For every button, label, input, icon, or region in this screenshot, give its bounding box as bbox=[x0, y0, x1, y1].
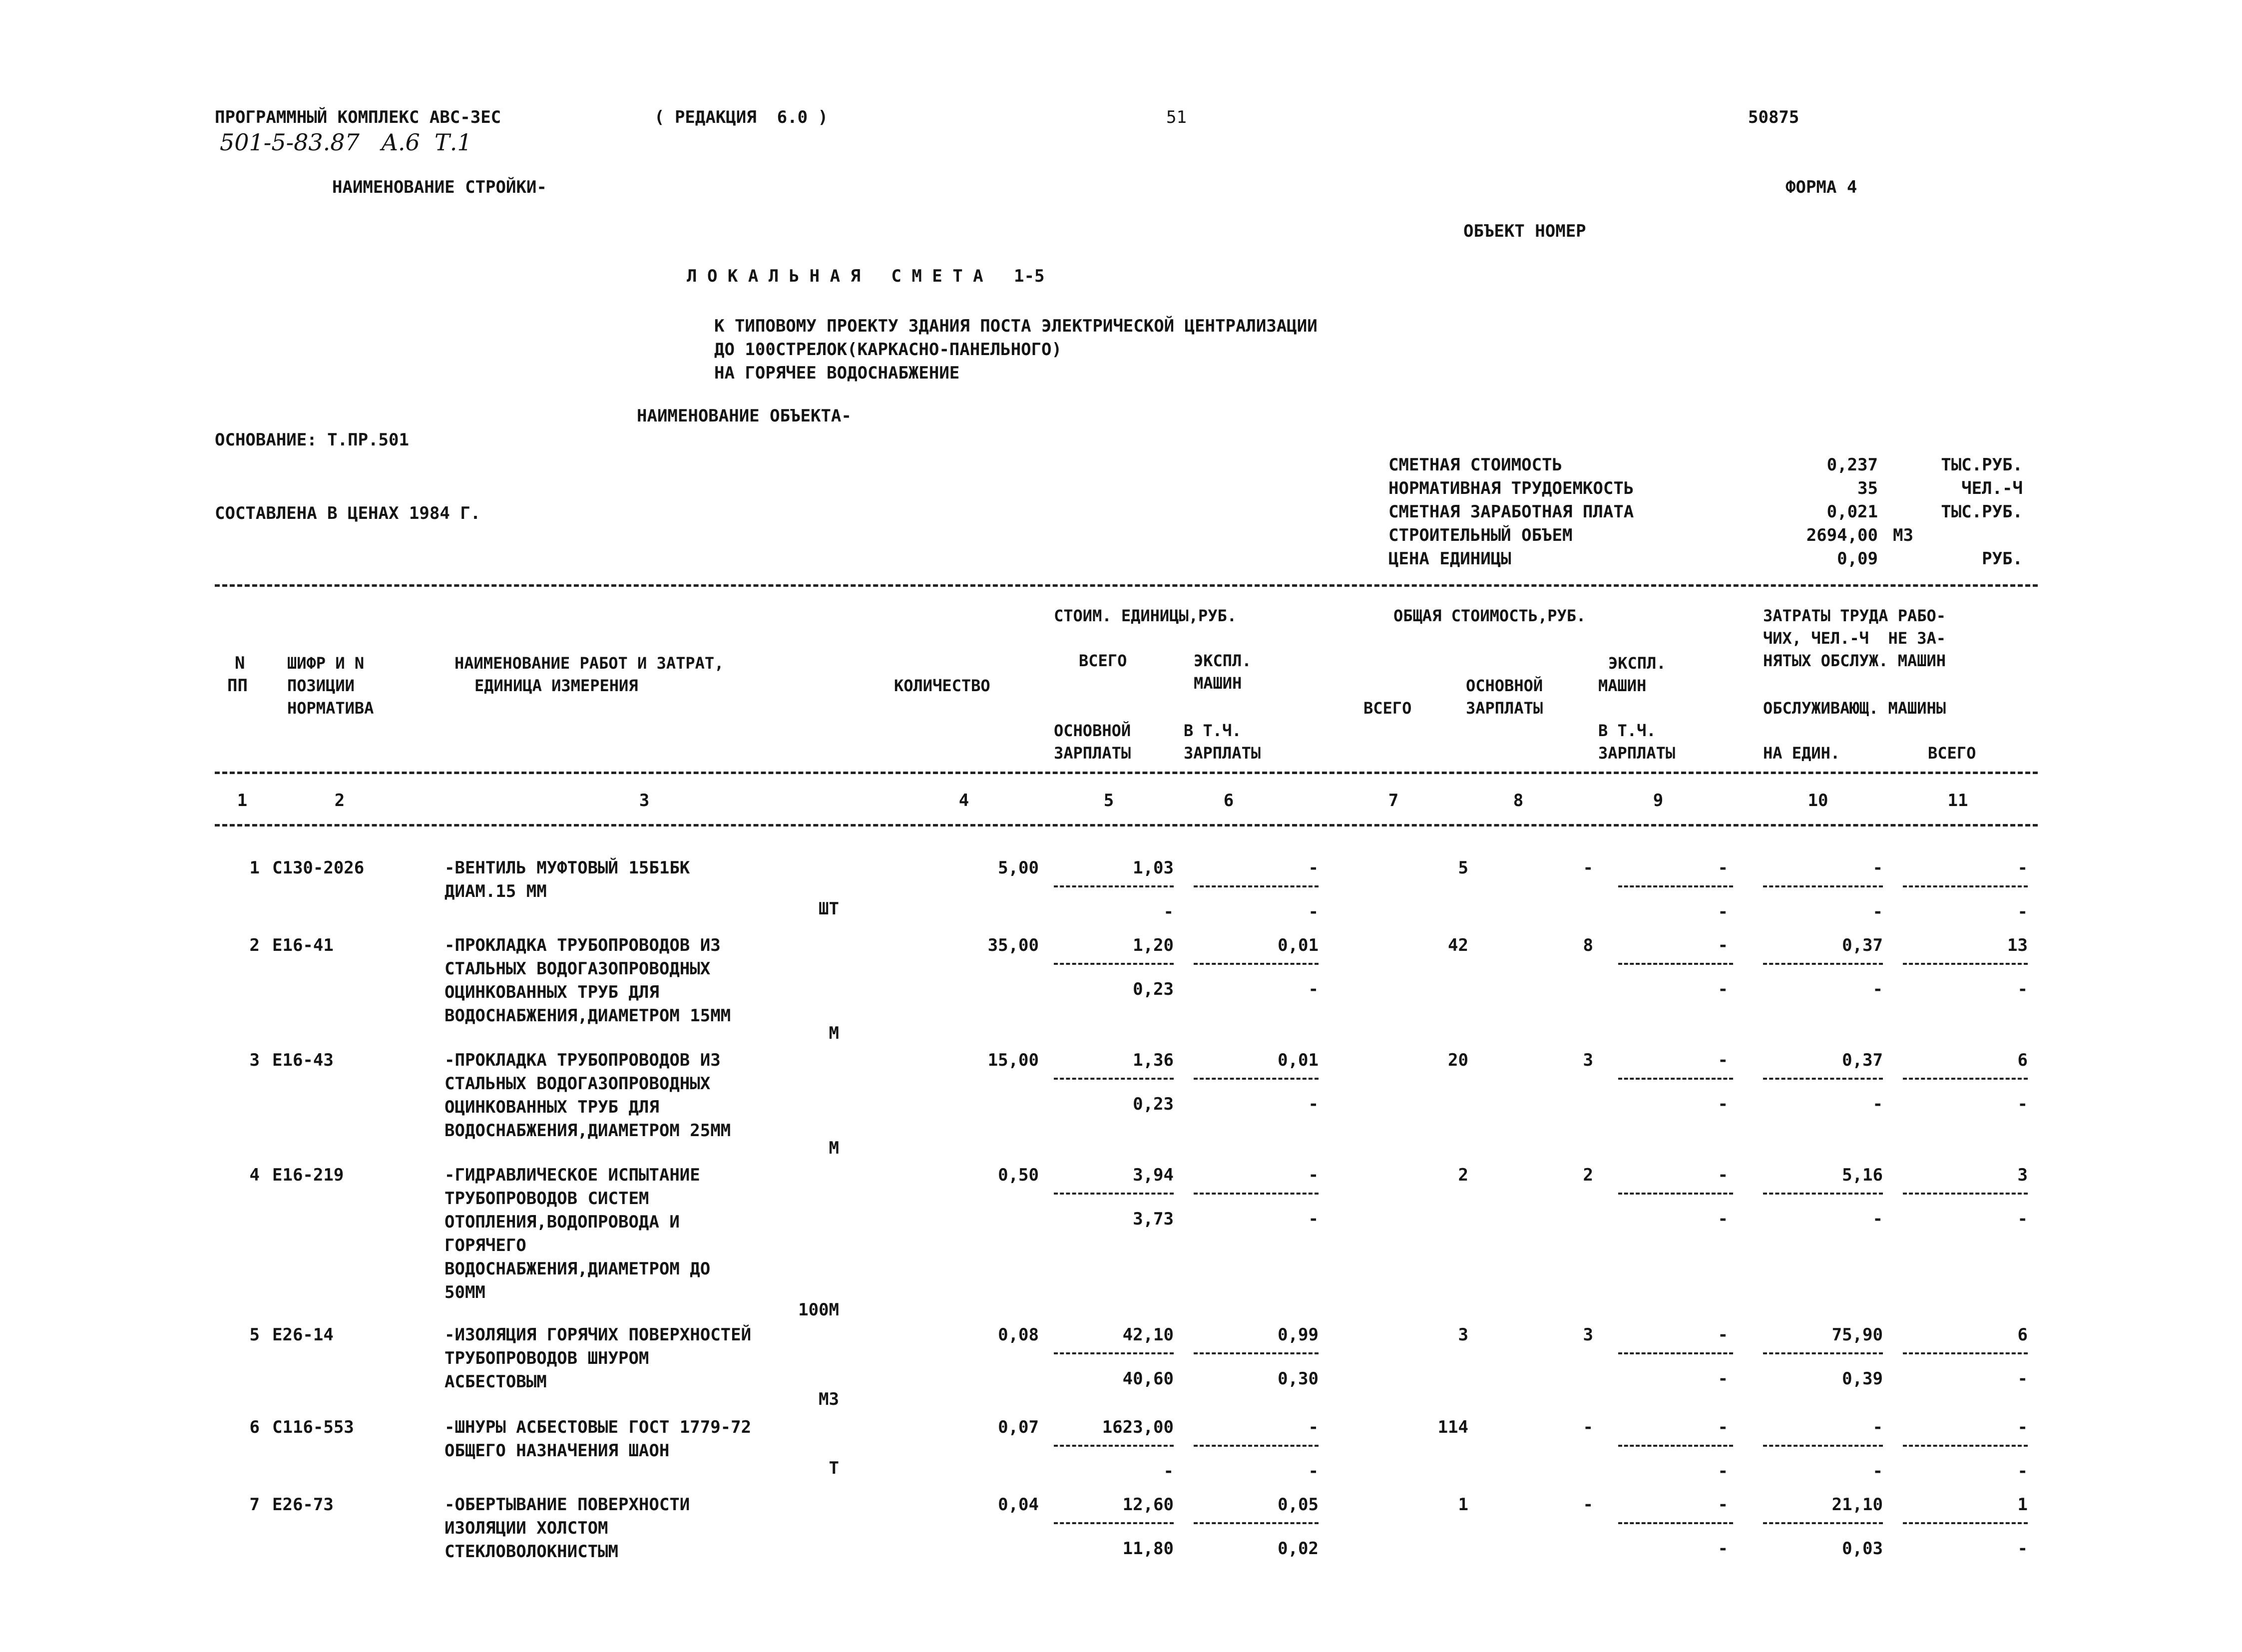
row-labor-total: 6 bbox=[2017, 1050, 2028, 1070]
object-number: ОБЪЕКТ НОМЕР bbox=[1463, 221, 1586, 241]
column-number: 11 bbox=[1947, 791, 1968, 811]
page-title: Л О К А Л Ь Н А Я С М Е Т А 1-5 bbox=[687, 266, 1045, 286]
header-code-2: ПОЗИЦИИ bbox=[287, 676, 355, 695]
row-name-line: -ОБЕРТЫВАНИЕ ПОВЕРХНОСТИ bbox=[445, 1495, 690, 1515]
row-total: 5 bbox=[1458, 858, 1468, 878]
subtitle-line-1: К ТИПОВОМУ ПРОЕКТУ ЗДАНИЯ ПОСТА ЭЛЕКТРИЧЕСКОЙ ЦЕНТРАЛИЗАЦИИ bbox=[714, 316, 1318, 336]
header-unit-cost: СТОИМ. ЕДИНИЦЫ,РУБ. bbox=[1054, 606, 1237, 625]
summary-value: 2694,00 bbox=[1806, 525, 1878, 545]
object-name-label: НАИМЕНОВАНИЕ ОБЪЕКТА- bbox=[637, 406, 852, 426]
row-unit: 100М bbox=[798, 1300, 839, 1320]
row-name-line: ОБЩЕГО НАЗНАЧЕНИЯ ШАОН bbox=[445, 1441, 670, 1461]
row-labor-service-total: - bbox=[2017, 979, 2028, 999]
row-quantity: 5,00 bbox=[998, 858, 1039, 878]
row-labor-service-per-unit: - bbox=[1872, 1209, 1883, 1229]
header-total-all: ВСЕГО bbox=[1363, 699, 1412, 718]
column-numbers-rule bbox=[215, 824, 2038, 826]
row-labor-service-per-unit: - bbox=[1872, 979, 1883, 999]
header-rule bbox=[215, 772, 2038, 774]
row-labor-per-unit: 0,37 bbox=[1842, 935, 1883, 955]
row-total-machines: - bbox=[1718, 1165, 1728, 1185]
column-number: 10 bbox=[1807, 791, 1828, 811]
row-total-machine-wages: - bbox=[1718, 1461, 1728, 1481]
row-number: 2 bbox=[249, 935, 260, 955]
cell-separator bbox=[1903, 1445, 2028, 1447]
row-unit-machines: - bbox=[1308, 1165, 1319, 1185]
cell-separator bbox=[1054, 963, 1174, 965]
construction-label: НАИМЕНОВАНИЕ СТРОЙКИ- bbox=[332, 177, 547, 197]
row-number: 3 bbox=[249, 1050, 260, 1070]
row-unit-total: 1,36 bbox=[1133, 1050, 1174, 1070]
row-unit-machines: 0,05 bbox=[1278, 1495, 1319, 1515]
summary-label: НОРМАТИВНАЯ ТРУДОЕМКОСТЬ bbox=[1388, 478, 1634, 498]
row-unit: М bbox=[829, 1138, 839, 1158]
row-name-line: -ПРОКЛАДКА ТРУБОПРОВОДОВ ИЗ bbox=[445, 935, 721, 955]
header-unit-machines-2: МАШИН bbox=[1194, 674, 1242, 693]
row-labor-service-total: - bbox=[2017, 1461, 2028, 1481]
row-unit-wages: 40,60 bbox=[1122, 1369, 1174, 1389]
row-total: 42 bbox=[1448, 935, 1468, 955]
row-unit-wages: 11,80 bbox=[1122, 1539, 1174, 1559]
row-total-wages: - bbox=[1583, 1417, 1593, 1437]
cell-separator bbox=[1903, 1193, 2028, 1195]
page-number: 51 bbox=[1166, 107, 1187, 127]
cell-separator bbox=[1763, 885, 1883, 887]
row-labor-service-per-unit: - bbox=[1872, 1094, 1883, 1114]
row-unit-machine-wages: - bbox=[1308, 1209, 1319, 1229]
row-total: 1 bbox=[1458, 1495, 1468, 1515]
cell-separator bbox=[1194, 963, 1319, 965]
row-unit-machines: - bbox=[1308, 1417, 1319, 1437]
row-unit-total: 1623,00 bbox=[1102, 1417, 1174, 1437]
row-code: С130-2026 bbox=[272, 858, 365, 878]
row-labor-per-unit: 21,10 bbox=[1831, 1495, 1883, 1515]
row-number: 5 bbox=[249, 1325, 260, 1345]
row-total-wages: - bbox=[1583, 1495, 1593, 1515]
summary-value: 0,021 bbox=[1826, 502, 1878, 522]
row-unit-total: 1,03 bbox=[1133, 858, 1174, 878]
cell-separator bbox=[1763, 1445, 1883, 1447]
header-code-1: ШИФР И N bbox=[287, 654, 365, 673]
row-unit: М bbox=[829, 1023, 839, 1043]
cell-separator bbox=[1054, 1193, 1174, 1195]
cell-separator bbox=[1618, 1078, 1733, 1080]
row-number: 7 bbox=[249, 1495, 260, 1515]
cell-separator bbox=[1618, 1193, 1733, 1195]
row-unit-machine-wages: - bbox=[1308, 979, 1319, 999]
row-name-line: СТЕКЛОВОЛОКНИСТЫМ bbox=[445, 1542, 618, 1562]
header-labor-1: ЗАТРАТЫ ТРУДА РАБО- bbox=[1763, 606, 1946, 625]
row-labor-per-unit: 5,16 bbox=[1842, 1165, 1883, 1185]
row-name-line: ОТОПЛЕНИЯ,ВОДОПРОВОДА И bbox=[445, 1212, 680, 1232]
header-unit-incl-1: В Т.Ч. bbox=[1184, 721, 1242, 740]
row-labor-per-unit: 0,37 bbox=[1842, 1050, 1883, 1070]
row-unit-wages: - bbox=[1163, 1461, 1174, 1481]
row-total-machine-wages: - bbox=[1718, 902, 1728, 922]
cell-separator bbox=[1903, 1522, 2028, 1524]
row-unit-wages: - bbox=[1163, 902, 1174, 922]
form-number: ФОРМА 4 bbox=[1786, 177, 1857, 197]
cell-separator bbox=[1903, 885, 2028, 887]
row-name-line: СТАЛЬНЫХ ВОДОГАЗОПРОВОДНЫХ bbox=[445, 959, 711, 979]
row-unit-machine-wages: - bbox=[1308, 1094, 1319, 1114]
row-total-machine-wages: - bbox=[1718, 1209, 1728, 1229]
row-quantity: 0,08 bbox=[998, 1325, 1039, 1345]
basis: ОСНОВАНИЕ: Т.ПР.501 bbox=[215, 430, 409, 450]
row-quantity: 0,04 bbox=[998, 1495, 1039, 1515]
row-name-line: ДИАМ.15 ММ bbox=[445, 881, 547, 901]
summary-label: ЦЕНА ЕДИНИЦЫ bbox=[1388, 549, 1511, 569]
row-unit: ШТ bbox=[819, 899, 839, 919]
row-total-wages: 3 bbox=[1583, 1050, 1593, 1070]
row-total-machines: - bbox=[1718, 858, 1728, 878]
row-total-machines: - bbox=[1718, 935, 1728, 955]
column-number: 8 bbox=[1513, 791, 1524, 811]
column-number: 7 bbox=[1388, 791, 1399, 811]
row-total: 2 bbox=[1458, 1165, 1468, 1185]
row-labor-service-per-unit: 0,03 bbox=[1842, 1539, 1883, 1559]
row-labor-total: - bbox=[2017, 1417, 2028, 1437]
row-name-line: -ВЕНТИЛЬ МУФТОВЫЙ 15Б1БК bbox=[445, 858, 690, 878]
row-labor-total: 13 bbox=[2007, 935, 2028, 955]
row-name-line: -ГИДРАВЛИЧЕСКОЕ ИСПЫТАНИЕ bbox=[445, 1165, 700, 1185]
summary-unit: ТЫС.РУБ. bbox=[1941, 502, 2023, 522]
price-basis: СОСТАВЛЕНА В ЦЕНАХ 1984 Г. bbox=[215, 503, 481, 523]
header-quantity: КОЛИЧЕСТВО bbox=[894, 676, 990, 695]
row-name-line: ВОДОСНАБЖЕНИЯ,ДИАМЕТРОМ 15ММ bbox=[445, 1006, 731, 1026]
summary-value: 35 bbox=[1857, 478, 1878, 498]
summary-value: 0,09 bbox=[1837, 549, 1878, 569]
header-labor-per-unit: НА ЕДИН. bbox=[1763, 744, 1840, 763]
cell-separator bbox=[1054, 1445, 1174, 1447]
header-total-machines-2: МАШИН bbox=[1598, 676, 1647, 695]
column-number: 3 bbox=[639, 791, 650, 811]
row-labor-per-unit: - bbox=[1872, 1417, 1883, 1437]
row-labor-per-unit: - bbox=[1872, 858, 1883, 878]
summary-label: СМЕТНАЯ СТОИМОСТЬ bbox=[1388, 455, 1562, 475]
summary-unit: М3 bbox=[1893, 525, 1913, 545]
cell-separator bbox=[1618, 1522, 1733, 1524]
cell-separator bbox=[1763, 1352, 1883, 1354]
table-top-rule bbox=[215, 584, 2038, 587]
row-unit-wages: 0,23 bbox=[1133, 979, 1174, 999]
row-total-machines: - bbox=[1718, 1417, 1728, 1437]
row-labor-service-total: - bbox=[2017, 1094, 2028, 1114]
cell-separator bbox=[1054, 1522, 1174, 1524]
row-labor-service-per-unit: 0,39 bbox=[1842, 1369, 1883, 1389]
subtitle-line-2: ДО 100СТРЕЛОК(КАРКАСНО-ПАНЕЛЬНОГО) bbox=[714, 340, 1062, 360]
header-labor-3: НЯТЫХ ОБСЛУЖ. МАШИН bbox=[1763, 651, 1946, 670]
header-total-incl-1: В Т.Ч. bbox=[1598, 721, 1656, 740]
header-unit-machines-1: ЭКСПЛ. bbox=[1194, 651, 1252, 670]
row-total: 20 bbox=[1448, 1050, 1468, 1070]
cell-separator bbox=[1194, 1522, 1319, 1524]
row-labor-service-per-unit: - bbox=[1872, 902, 1883, 922]
row-total-machines: - bbox=[1718, 1325, 1728, 1345]
row-code: Е26-73 bbox=[272, 1495, 334, 1515]
row-labor-service-total: - bbox=[2017, 1539, 2028, 1559]
header-pp: ПП bbox=[227, 676, 248, 696]
row-name-line: ТРУБОПРОВОДОВ ШНУРОМ bbox=[445, 1348, 649, 1368]
header-total-wages-2: ЗАРПЛАТЫ bbox=[1466, 699, 1543, 718]
edition: ( РЕДАКЦИЯ 6.0 ) bbox=[654, 107, 828, 127]
row-total: 114 bbox=[1437, 1417, 1468, 1437]
header-total-group: ОБЩАЯ СТОИМОСТЬ,РУБ. bbox=[1393, 606, 1586, 625]
row-labor-total: 3 bbox=[2017, 1165, 2028, 1185]
row-total-wages: - bbox=[1583, 858, 1593, 878]
row-number: 1 bbox=[249, 858, 260, 878]
header-total-incl-2: ЗАРПЛАТЫ bbox=[1598, 744, 1676, 763]
row-name-line: ТРУБОПРОВОДОВ СИСТЕМ bbox=[445, 1189, 649, 1209]
row-quantity: 0,07 bbox=[998, 1417, 1039, 1437]
cell-separator bbox=[1054, 885, 1174, 887]
row-total-wages: 3 bbox=[1583, 1325, 1593, 1345]
row-unit-machine-wages: - bbox=[1308, 902, 1319, 922]
column-number: 6 bbox=[1223, 791, 1234, 811]
row-labor-service-total: - bbox=[2017, 1369, 2028, 1389]
header-total-machines-1: ЭКСПЛ. bbox=[1608, 654, 1666, 673]
header-labor-total: ВСЕГО bbox=[1928, 744, 1976, 763]
subtitle-line-3: НА ГОРЯЧЕЕ ВОДОСНАБЖЕНИЕ bbox=[714, 363, 960, 383]
cell-separator bbox=[1194, 1445, 1319, 1447]
row-total-machines: - bbox=[1718, 1495, 1728, 1515]
row-labor-total: - bbox=[2017, 858, 2028, 878]
row-labor-service-total: - bbox=[2017, 1209, 2028, 1229]
row-total: 3 bbox=[1458, 1325, 1468, 1345]
row-code: Е26-14 bbox=[272, 1325, 334, 1345]
row-code: Е16-43 bbox=[272, 1050, 334, 1070]
cell-separator bbox=[1054, 1078, 1174, 1080]
row-name-line: ИЗОЛЯЦИИ ХОЛСТОМ bbox=[445, 1518, 608, 1538]
row-unit-machines: 0,01 bbox=[1278, 1050, 1319, 1070]
row-unit: М3 bbox=[819, 1389, 839, 1409]
row-total-machine-wages: - bbox=[1718, 1094, 1728, 1114]
row-unit-wages: 3,73 bbox=[1133, 1209, 1174, 1229]
column-number: 1 bbox=[237, 791, 248, 811]
row-total-machine-wages: - bbox=[1718, 979, 1728, 999]
row-name-line: ОЦИНКОВАННЫХ ТРУБ ДЛЯ bbox=[445, 1097, 659, 1117]
row-unit: Т bbox=[829, 1458, 839, 1478]
cell-separator bbox=[1054, 1352, 1174, 1354]
cell-separator bbox=[1903, 1352, 2028, 1354]
cell-separator bbox=[1903, 1078, 2028, 1080]
row-name-line: СТАЛЬНЫХ ВОДОГАЗОПРОВОДНЫХ bbox=[445, 1074, 711, 1094]
row-unit-machines: 0,01 bbox=[1278, 935, 1319, 955]
header-unit-wages-1: ОСНОВНОЙ bbox=[1054, 721, 1131, 740]
header-name-1: НАИМЕНОВАНИЕ РАБОТ И ЗАТРАТ, bbox=[454, 654, 724, 673]
row-quantity: 35,00 bbox=[987, 935, 1039, 955]
row-total-wages: 8 bbox=[1583, 935, 1593, 955]
header-unit-incl-2: ЗАРПЛАТЫ bbox=[1184, 744, 1261, 763]
cell-separator bbox=[1763, 1193, 1883, 1195]
header-unit-total: ВСЕГО bbox=[1079, 651, 1127, 670]
row-unit-total: 42,10 bbox=[1122, 1325, 1174, 1345]
row-total-wages: 2 bbox=[1583, 1165, 1593, 1185]
cell-separator bbox=[1618, 1352, 1733, 1354]
row-labor-per-unit: 75,90 bbox=[1831, 1325, 1883, 1345]
cell-separator bbox=[1618, 885, 1733, 887]
row-unit-machine-wages: 0,30 bbox=[1278, 1369, 1319, 1389]
row-number: 6 bbox=[249, 1417, 260, 1437]
column-number: 5 bbox=[1103, 791, 1114, 811]
row-code: Е16-41 bbox=[272, 935, 334, 955]
summary-label: СМЕТНАЯ ЗАРАБОТНАЯ ПЛАТА bbox=[1388, 502, 1634, 522]
row-labor-total: 1 bbox=[2017, 1495, 2028, 1515]
cell-separator bbox=[1194, 1078, 1319, 1080]
row-name-line: ВОДОСНАБЖЕНИЯ,ДИАМЕТРОМ ДО bbox=[445, 1259, 711, 1279]
cell-separator bbox=[1194, 1352, 1319, 1354]
row-total-machines: - bbox=[1718, 1050, 1728, 1070]
handwritten-reference: 501-5-83.87 A.6 Т.1 bbox=[220, 129, 472, 156]
row-unit-machines: 0,99 bbox=[1278, 1325, 1319, 1345]
summary-unit: ЧЕЛ.-Ч bbox=[1961, 478, 2023, 498]
summary-value: 0,237 bbox=[1826, 455, 1878, 475]
program-name: ПРОГРАММНЫЙ КОМПЛЕКС АВС-3ЕС bbox=[215, 107, 501, 127]
row-name-line: ОЦИНКОВАННЫХ ТРУБ ДЛЯ bbox=[445, 982, 659, 1002]
header-total-wages-1: ОСНОВНОЙ bbox=[1466, 676, 1543, 695]
row-name-line: 50ММ bbox=[445, 1282, 485, 1302]
header-labor-2: ЧИХ, ЧЕЛ.-Ч НЕ ЗА- bbox=[1763, 629, 1946, 648]
header-n: N bbox=[235, 653, 245, 673]
row-unit-total: 1,20 bbox=[1133, 935, 1174, 955]
cell-separator bbox=[1763, 1522, 1883, 1524]
column-number: 4 bbox=[958, 791, 969, 811]
cell-separator bbox=[1618, 963, 1733, 965]
header-labor-service: ОБСЛУЖИВАЮЩ. МАШИНЫ bbox=[1763, 699, 1946, 718]
row-name-line: ГОРЯЧЕГО bbox=[445, 1236, 526, 1255]
row-unit-wages: 0,23 bbox=[1133, 1094, 1174, 1114]
row-number: 4 bbox=[249, 1165, 260, 1185]
column-number: 2 bbox=[334, 791, 345, 811]
row-quantity: 15,00 bbox=[987, 1050, 1039, 1070]
row-unit-total: 3,94 bbox=[1133, 1165, 1174, 1185]
cell-separator bbox=[1763, 963, 1883, 965]
row-name-line: АСБЕСТОВЫМ bbox=[445, 1372, 547, 1392]
row-total-machine-wages: - bbox=[1718, 1539, 1728, 1559]
row-labor-total: 6 bbox=[2017, 1325, 2028, 1345]
row-labor-service-per-unit: - bbox=[1872, 1461, 1883, 1481]
row-labor-service-total: - bbox=[2017, 902, 2028, 922]
doc-code: 50875 bbox=[1748, 107, 1799, 127]
row-name-line: -ШНУРЫ АСБЕСТОВЫЕ ГОСТ 1779-72 bbox=[445, 1417, 752, 1437]
row-unit-total: 12,60 bbox=[1122, 1495, 1174, 1515]
column-number: 9 bbox=[1653, 791, 1664, 811]
summary-label: СТРОИТЕЛЬНЫЙ ОБЪЕМ bbox=[1388, 525, 1573, 545]
cell-separator bbox=[1194, 1193, 1319, 1195]
header-name-2: ЕДИНИЦА ИЗМЕРЕНИЯ bbox=[474, 676, 638, 695]
row-name-line: -ПРОКЛАДКА ТРУБОПРОВОДОВ ИЗ bbox=[445, 1050, 721, 1070]
row-name-line: -ИЗОЛЯЦИЯ ГОРЯЧИХ ПОВЕРХНОСТЕЙ bbox=[445, 1325, 752, 1345]
row-total-machine-wages: - bbox=[1718, 1369, 1728, 1389]
row-code: С116-553 bbox=[272, 1417, 354, 1437]
header-unit-wages-2: ЗАРПЛАТЫ bbox=[1054, 744, 1131, 763]
summary-unit: РУБ. bbox=[1982, 549, 2023, 569]
row-unit-machine-wages: 0,02 bbox=[1278, 1539, 1319, 1559]
cell-separator bbox=[1903, 963, 2028, 965]
row-unit-machines: - bbox=[1308, 858, 1319, 878]
cell-separator bbox=[1618, 1445, 1733, 1447]
cell-separator bbox=[1763, 1078, 1883, 1080]
summary-unit: ТЫС.РУБ. bbox=[1941, 455, 2023, 475]
row-unit-machine-wages: - bbox=[1308, 1461, 1319, 1481]
cell-separator bbox=[1194, 885, 1319, 887]
header-code-3: НОРМАТИВА bbox=[287, 699, 374, 718]
row-code: Е16-219 bbox=[272, 1165, 344, 1185]
row-quantity: 0,50 bbox=[998, 1165, 1039, 1185]
row-name-line: ВОДОСНАБЖЕНИЯ,ДИАМЕТРОМ 25ММ bbox=[445, 1121, 731, 1141]
